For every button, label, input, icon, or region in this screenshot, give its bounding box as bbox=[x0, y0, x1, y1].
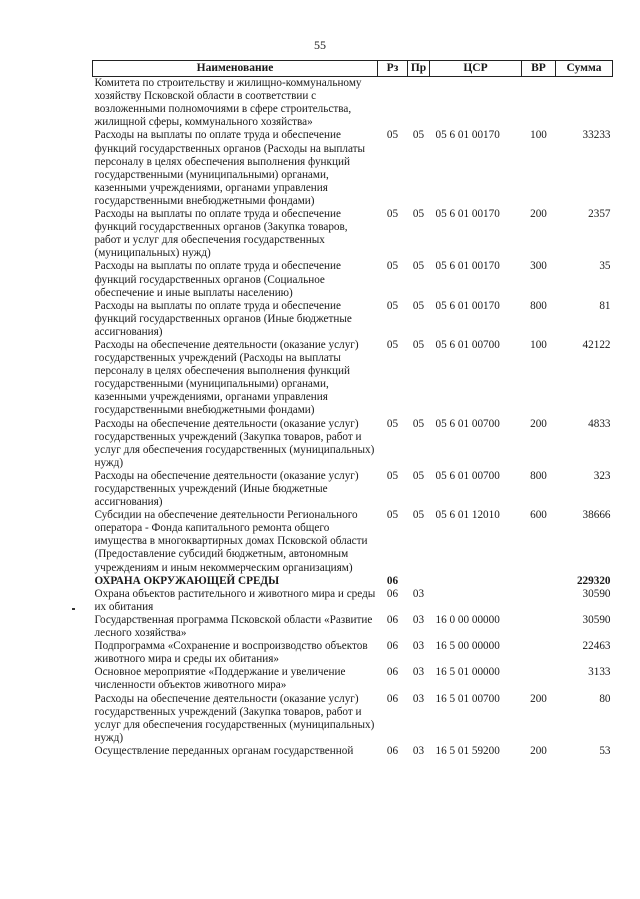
cell-name: Расходы на выплаты по оплате труда и обеспечение функций государственных органов (Иные бюджетные ассигнования) bbox=[94, 299, 352, 338]
cell-name: Осуществление переданных органам государственной bbox=[94, 744, 354, 757]
table-row bbox=[93, 470, 613, 509]
cell-name: Комитета по строительству и жилищно-коммунальному хозяйству Псковской области в соответствии с возложенными полномочиями в сфере строительства, жилищной сферы, коммунального хозяйства» bbox=[94, 77, 362, 129]
cell-csr: 16 5 01 00700 bbox=[435, 692, 500, 705]
cell-rz: 05 bbox=[386, 260, 399, 273]
cell-sum: 30590 bbox=[582, 587, 611, 600]
cell-vr bbox=[522, 666, 556, 692]
header-name: Наименование bbox=[93, 61, 378, 77]
cell-csr: 05 6 01 00700 bbox=[435, 338, 500, 351]
cell-pr: 05 bbox=[412, 299, 425, 312]
cell-sum: 22463 bbox=[582, 640, 611, 653]
cell-name: Расходы на обеспечение деятельности (оказание услуг) государственных учреждений (Иные бюджетные ассигнования) bbox=[94, 469, 359, 509]
table-row bbox=[93, 129, 613, 208]
table-row bbox=[93, 208, 613, 260]
cell-name: Расходы на обеспечение деятельности (оказание услуг) государственных учреждений (Расходы на выплаты персоналу в целях обеспечения выполнения функций государственными (муниципальными) органами, казенными учреждениями, органами управления государственными внебюджетными фондами) bbox=[94, 338, 359, 417]
cell-sum: 81 bbox=[599, 299, 611, 312]
cell-csr: 05 6 01 00170 bbox=[435, 129, 500, 142]
table-row bbox=[93, 575, 613, 588]
cell-csr: 16 5 01 00000 bbox=[435, 666, 500, 679]
table-header-row bbox=[93, 61, 613, 77]
cell-rz: 05 bbox=[386, 417, 399, 430]
header-pr: Пр bbox=[408, 61, 430, 77]
cell-vr: 300 bbox=[530, 260, 547, 273]
cell-sum: 80 bbox=[599, 692, 611, 705]
cell-pr: 03 bbox=[412, 587, 425, 600]
table-row bbox=[93, 300, 613, 339]
budget-table bbox=[92, 60, 613, 758]
table-row bbox=[93, 614, 613, 640]
cell-rz: 06 bbox=[386, 692, 399, 705]
cell-pr: 03 bbox=[412, 744, 425, 757]
cell-sum: 4833 bbox=[588, 417, 611, 430]
cell-pr: 03 bbox=[412, 666, 425, 679]
scan-mark bbox=[72, 608, 75, 610]
cell-name: Расходы на выплаты по оплате труда и обеспечение функций государственных органов (Расходы на выплаты персоналу в целях обеспечения выполнения функций государственными (муниципальными) органами, казенными учреждениями, органами управления государственными внебюджетными фондами) bbox=[94, 129, 366, 207]
cell-vr: 800 bbox=[530, 469, 547, 482]
cell-sum: 2357 bbox=[588, 208, 611, 221]
cell-sum: 323 bbox=[593, 469, 611, 482]
cell-name: Основное мероприятие «Поддержание и увеличение численности объектов животного мира» bbox=[94, 666, 346, 692]
cell-vr bbox=[522, 614, 556, 640]
cell-csr: 05 6 01 00170 bbox=[435, 260, 500, 273]
cell-vr: 100 bbox=[530, 129, 547, 142]
cell-rz: 05 bbox=[386, 509, 399, 522]
table-body bbox=[93, 77, 613, 758]
cell-name: Расходы на обеспечение деятельности (оказание услуг) государственных учреждений (Закупка товаров, работ и услуг для обеспечения государственных (муниципальных) нужд) bbox=[94, 692, 375, 744]
cell-sum: 38666 bbox=[582, 509, 611, 522]
cell-csr: 16 5 00 00000 bbox=[435, 640, 500, 653]
cell-csr bbox=[430, 588, 522, 614]
table-row bbox=[93, 418, 613, 470]
cell-sum: 3133 bbox=[588, 666, 611, 679]
cell-csr: 16 0 00 00000 bbox=[435, 613, 500, 626]
cell-name: Субсидии на обеспечение деятельности Регионального оператора - Фонда капитального ремонта общего имущества в многоквартирных домах Псковской области (Предоставление субсидий бюджетным, автономным учреждениям и иным некоммерческим организациям) bbox=[94, 509, 368, 574]
cell-csr bbox=[430, 575, 522, 588]
cell-name: Расходы на обеспечение деятельности (оказание услуг) государственных учреждений (Закупка товаров, работ и услуг для обеспечения государственных (муниципальных) нужд) bbox=[94, 417, 375, 469]
cell-name: Государственная программа Псковской области «Развитие лесного хозяйства» bbox=[94, 613, 373, 640]
cell-pr: 05 bbox=[412, 469, 425, 482]
cell-rz: 06 bbox=[386, 744, 399, 757]
cell-rz: 06 bbox=[386, 666, 399, 679]
cell-rz: 05 bbox=[386, 469, 399, 482]
cell-pr: 03 bbox=[412, 640, 425, 653]
cell-vr: 200 bbox=[530, 692, 547, 705]
table-row bbox=[93, 745, 613, 758]
cell-sum: 30590 bbox=[582, 613, 611, 626]
cell-csr bbox=[430, 77, 522, 130]
cell-rz bbox=[378, 77, 408, 130]
header-csr: ЦСР bbox=[430, 61, 522, 77]
cell-vr: 600 bbox=[530, 509, 547, 522]
cell-pr: 03 bbox=[412, 613, 425, 626]
cell-pr: 05 bbox=[412, 129, 425, 142]
cell-pr: 05 bbox=[412, 260, 425, 273]
header-sum: Сумма bbox=[556, 61, 613, 77]
cell-sum: 229320 bbox=[576, 574, 611, 587]
cell-vr bbox=[522, 588, 556, 614]
cell-pr: 03 bbox=[412, 692, 425, 705]
cell-csr: 05 6 01 00700 bbox=[435, 417, 500, 430]
cell-sum: 35 bbox=[599, 260, 611, 273]
header-rz: Рз bbox=[378, 61, 408, 77]
cell-vr: 200 bbox=[530, 208, 547, 221]
cell-pr: 05 bbox=[412, 509, 425, 522]
cell-rz: 05 bbox=[386, 299, 399, 312]
cell-name: Подпрограмма «Сохранение и воспроизводство объектов животного мира и среды их обитания» bbox=[94, 640, 368, 666]
table-row bbox=[93, 693, 613, 745]
cell-rz: 06 bbox=[386, 613, 399, 626]
cell-vr: 200 bbox=[530, 417, 547, 430]
table-row bbox=[93, 77, 613, 130]
cell-vr: 100 bbox=[530, 338, 547, 351]
cell-vr bbox=[522, 77, 556, 130]
cell-rz: 05 bbox=[386, 208, 399, 221]
cell-csr: 05 6 01 12010 bbox=[435, 509, 500, 522]
cell-pr: 05 bbox=[412, 338, 425, 351]
cell-rz: 05 bbox=[386, 338, 399, 351]
header-vr: ВР bbox=[522, 61, 556, 77]
table-row bbox=[93, 339, 613, 418]
cell-rz: 05 bbox=[386, 129, 399, 142]
page-number: 55 bbox=[314, 38, 326, 52]
cell-rz: 06 bbox=[386, 574, 399, 587]
cell-vr: 800 bbox=[530, 299, 547, 312]
cell-csr: 05 6 01 00170 bbox=[435, 208, 500, 221]
cell-csr: 05 6 01 00700 bbox=[435, 469, 500, 482]
table-row bbox=[93, 588, 613, 614]
cell-name: ОХРАНА ОКРУЖАЮЩЕЙ СРЕДЫ bbox=[94, 574, 280, 587]
cell-name: Охрана объектов растительного и животного мира и среды их обитания bbox=[94, 587, 376, 613]
cell-pr bbox=[408, 77, 430, 130]
cell-csr: 05 6 01 00170 bbox=[435, 299, 500, 312]
cell-rz: 06 bbox=[386, 587, 399, 600]
cell-name: Расходы на выплаты по оплате труда и обеспечение функций государственных органов (Закупка товаров, работ и услуг для обеспечения государственных (муниципальных) нужд) bbox=[94, 208, 348, 260]
cell-pr: 05 bbox=[412, 208, 425, 221]
cell-sum: 42122 bbox=[582, 338, 611, 351]
cell-vr bbox=[522, 640, 556, 666]
cell-csr: 16 5 01 59200 bbox=[435, 744, 500, 757]
cell-rz: 06 bbox=[386, 640, 399, 653]
table-row bbox=[93, 666, 613, 692]
table-row bbox=[93, 260, 613, 299]
cell-sum: 33233 bbox=[582, 129, 611, 142]
table-row bbox=[93, 509, 613, 574]
cell-sum: 53 bbox=[599, 744, 611, 757]
cell-name: Расходы на выплаты по оплате труда и обеспечение функций государственных органов (Социальное обеспечение и иные выплаты населению) bbox=[94, 260, 341, 299]
cell-vr bbox=[522, 575, 556, 588]
table-row bbox=[93, 640, 613, 666]
cell-sum bbox=[556, 77, 613, 130]
cell-pr bbox=[408, 575, 430, 588]
cell-pr: 05 bbox=[412, 417, 425, 430]
cell-vr: 200 bbox=[530, 744, 547, 757]
